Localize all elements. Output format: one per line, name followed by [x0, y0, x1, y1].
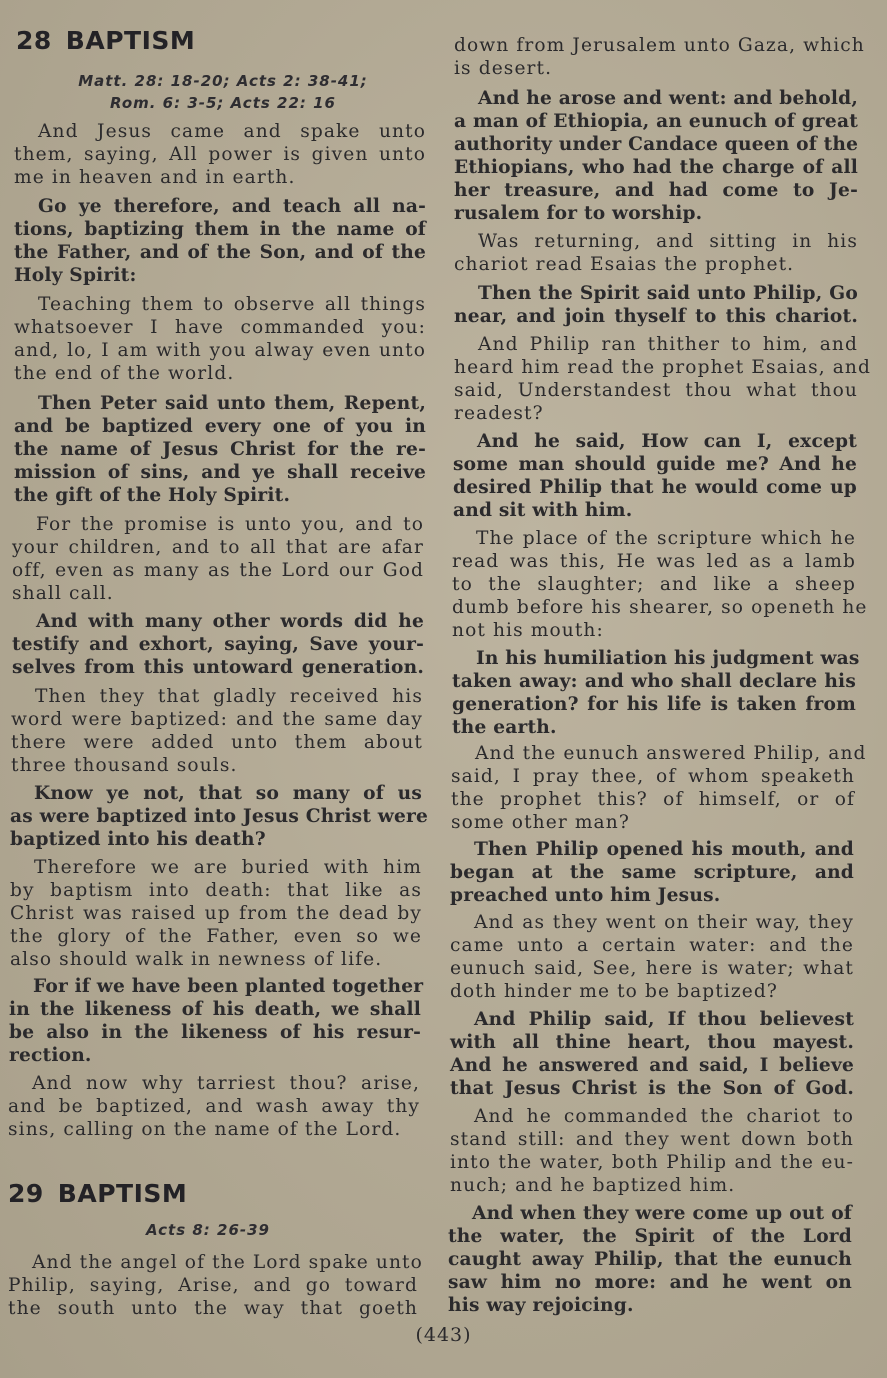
verse-line: And with many other words did he	[36, 611, 424, 632]
verse-line: Then the Spirit said unto Philip, Go	[478, 283, 858, 304]
verse-line: readest?	[454, 403, 544, 425]
reference-line: Rom. 6: 3-5; Acts 22: 16	[110, 94, 336, 112]
verse-line: that Jesus Christ is the Son of God.	[450, 1078, 854, 1100]
verse-line: as were baptized into Jesus Christ were	[10, 806, 429, 828]
verse-line: to the slaughter; and like a sheep	[452, 574, 856, 596]
verse-line: rusalem for to worship.	[454, 203, 703, 225]
verse-line: And he said, How can I, except	[477, 431, 857, 452]
verse-line: Therefore we are buried with him	[34, 857, 422, 878]
verse-line: be also in the likeness of his resur-	[9, 1022, 421, 1044]
verse-line: in the likeness of his death, we shall	[9, 999, 421, 1021]
verse-line: desired Philip that he would come up	[453, 477, 857, 499]
verse-line: generation? for his life is taken from	[452, 694, 856, 716]
verse-line: preached unto him Jesus.	[450, 885, 721, 907]
verse-line: And he answered and said, I believe	[450, 1055, 854, 1077]
verse-line: selves from this untoward generation.	[12, 657, 424, 679]
verse-line: not his mouth:	[452, 620, 604, 642]
verse-line: mission of sins, and ye shall receive	[14, 462, 426, 484]
verse-line: Was returning, and sitting in his	[478, 231, 858, 252]
verse-line: his way rejoicing.	[448, 1295, 634, 1317]
verse-line: taken away: and who shall declare his	[452, 671, 856, 693]
verse-line: Teaching them to observe all things	[38, 294, 426, 315]
verse-line: them, saying, All power is given unto	[14, 144, 426, 166]
verse-paragraph	[9, 975, 424, 1067]
verse-line: tions, baptizing them in the name of	[14, 219, 426, 241]
verse-line: Then they that gladly received his	[35, 686, 423, 707]
verse-paragraph	[451, 742, 867, 834]
verse-line: a man of Ethiopia, an eunuch of great	[454, 111, 858, 133]
verse-paragraph	[450, 1105, 854, 1197]
verse-paragraph	[10, 856, 422, 971]
verse-line: by baptism into death: that like as	[10, 880, 422, 902]
verse-line: And the angel of the Lord spake unto	[32, 1252, 423, 1273]
verse-line: Know ye not, that so many of us	[34, 783, 422, 804]
verse-line: The place of the scripture which he	[476, 528, 856, 549]
verse-paragraph	[454, 333, 871, 425]
verse-line: Then Peter said unto them, Repent,	[38, 393, 426, 414]
scripture-reference	[68, 70, 378, 114]
verse-line: stand still: and they went down both	[450, 1129, 854, 1151]
verse-paragraph	[453, 430, 857, 522]
verse-line: And he arose and went: and behold,	[478, 88, 858, 109]
reference-line: Matt. 28: 18-20; Acts 2: 38-41;	[78, 72, 368, 90]
page-number: (443)	[415, 1324, 472, 1346]
verse-line: Holy Spirit:	[14, 265, 137, 287]
verse-line: Then Philip opened his mouth, and	[474, 839, 854, 860]
verse-line: heard him read the prophet Esaias, and	[454, 357, 871, 379]
verse-line: down from Jerusalem unto Gaza, which	[454, 35, 865, 56]
verse-paragraph	[12, 610, 424, 679]
verse-paragraph	[14, 293, 426, 385]
verse-line: the south unto the way that goeth	[8, 1298, 418, 1320]
verse-line: And the eunuch answered Philip, and	[475, 743, 867, 764]
verse-line: And now why tarriest thou? arise,	[32, 1073, 420, 1094]
verse-line: And when they were come up out of	[472, 1203, 852, 1224]
verse-paragraph	[450, 838, 854, 907]
verse-paragraph	[454, 87, 858, 226]
verse-line: three thousand souls.	[11, 755, 238, 777]
verse-paragraph	[454, 230, 858, 276]
verse-paragraph	[12, 513, 424, 605]
verse-paragraph	[8, 1072, 420, 1141]
verse-paragraph	[14, 195, 426, 287]
verse-line: And as they went on their way, they	[474, 912, 854, 933]
verse-line: the earth.	[452, 717, 557, 739]
verse-line: said, Understandest thou what thou	[454, 380, 858, 402]
section-title: BAPTISM	[57, 1179, 188, 1208]
verse-paragraph	[450, 911, 854, 1003]
verse-line: and, lo, I am with you alway even unto	[14, 340, 426, 362]
verse-line: the prophet this? of himself, or of	[451, 789, 855, 811]
verse-line: whatsoever I have commanded you:	[14, 317, 426, 339]
verse-line: the name of Jesus Christ for the re-	[14, 439, 426, 461]
section-heading-29	[8, 1179, 187, 1208]
verse-paragraph	[452, 527, 868, 642]
verse-line: testify and exhort, saying, Save your-	[12, 634, 424, 656]
verse-line: into the water, both Philip and the eu-	[450, 1152, 854, 1174]
verse-line: began at the same scripture, and	[450, 862, 854, 884]
verse-line: For the promise is unto you, and to	[36, 514, 424, 535]
verse-line: chariot read Esaias the prophet.	[454, 254, 795, 276]
verse-line: sins, calling on the name of the Lord.	[8, 1119, 402, 1141]
verse-line: off, even as many as the Lord our God	[12, 560, 424, 582]
verse-line: In his humiliation his judgment was	[476, 648, 860, 669]
verse-line: authority under Candace queen of the	[454, 134, 859, 156]
verse-line: And Philip said, If thou believest	[474, 1009, 854, 1030]
verse-line: me in heaven and in earth.	[14, 167, 296, 189]
verse-line: And he commanded the chariot to	[474, 1106, 854, 1127]
verse-line: and be baptized every one of you in	[14, 416, 426, 438]
verse-line: nuch; and he baptized him.	[450, 1175, 736, 1197]
verse-line: her treasure, and had come to Je-	[454, 180, 858, 202]
verse-line: there were added unto them about	[11, 732, 423, 754]
verse-line: your children, and to all that are afar	[12, 537, 424, 559]
verse-paragraph	[8, 1251, 423, 1320]
verse-line: the end of the world.	[14, 363, 235, 385]
verse-line: caught away Philip, that the eunuch	[448, 1249, 852, 1271]
verse-paragraph	[10, 782, 429, 851]
verse-line: And Philip ran thither to him, and	[478, 334, 858, 355]
verse-line: Philip, saying, Arise, and go toward	[8, 1275, 418, 1297]
reference-line: Acts 8: 26-39	[146, 1221, 270, 1239]
verse-line: also should walk in newness of life.	[10, 949, 383, 971]
verse-paragraph	[448, 1202, 852, 1317]
verse-paragraph	[454, 34, 865, 80]
verse-paragraph	[14, 392, 426, 507]
verse-line: some man should guide me? And he	[453, 454, 857, 476]
verse-line: doth hinder me to be baptized?	[450, 981, 778, 1003]
verse-line: word were baptized: and the same day	[11, 709, 423, 731]
verse-line: with all thine heart, thou mayest.	[450, 1032, 854, 1054]
verse-line: the gift of the Holy Spirit.	[14, 485, 291, 507]
verse-line: shall call.	[12, 583, 114, 605]
verse-line: Go ye therefore, and teach all na-	[38, 196, 426, 217]
verse-paragraph	[454, 282, 858, 328]
verse-line: is desert.	[454, 58, 553, 80]
verse-line: baptized into his death?	[10, 829, 266, 851]
verse-line: the glory of the Father, even so we	[10, 926, 422, 948]
verse-line: eunuch said, See, here is water; what	[450, 958, 854, 980]
verse-line: And Jesus came and spake unto	[38, 121, 426, 142]
section-heading-28	[16, 26, 195, 55]
verse-line: the water, the Spirit of the Lord	[448, 1226, 852, 1248]
section-number: 29	[8, 1179, 44, 1208]
verse-line: read was this, He was led as a lamb	[452, 551, 856, 573]
verse-line: some other man?	[451, 812, 630, 834]
verse-line: rection.	[9, 1045, 92, 1067]
verse-paragraph	[450, 1008, 854, 1100]
verse-line: came unto a certain water: and the	[450, 935, 854, 957]
verse-line: said, I pray thee, of whom speaketh	[451, 766, 855, 788]
verse-line: and be baptized, and wash away thy	[8, 1096, 420, 1118]
verse-line: Ethiopians, who had the charge of all	[454, 157, 858, 179]
section-title: BAPTISM	[65, 26, 196, 55]
verse-line: near, and join thyself to this chariot.	[454, 306, 858, 328]
verse-line: dumb before his shearer, so openeth he	[452, 597, 868, 619]
scripture-reference	[68, 1219, 348, 1241]
verse-line: For if we have been planted together	[33, 976, 424, 997]
verse-paragraph	[452, 647, 860, 739]
verse-paragraph	[14, 120, 426, 189]
verse-line: Christ was raised up from the dead by	[10, 903, 422, 925]
verse-paragraph	[11, 685, 423, 777]
verse-line: saw him no more: and he went on	[448, 1272, 852, 1294]
verse-line: the Father, and of the Son, and of the	[14, 242, 426, 264]
verse-line: and sit with him.	[453, 500, 633, 522]
section-number: 28	[16, 26, 52, 55]
